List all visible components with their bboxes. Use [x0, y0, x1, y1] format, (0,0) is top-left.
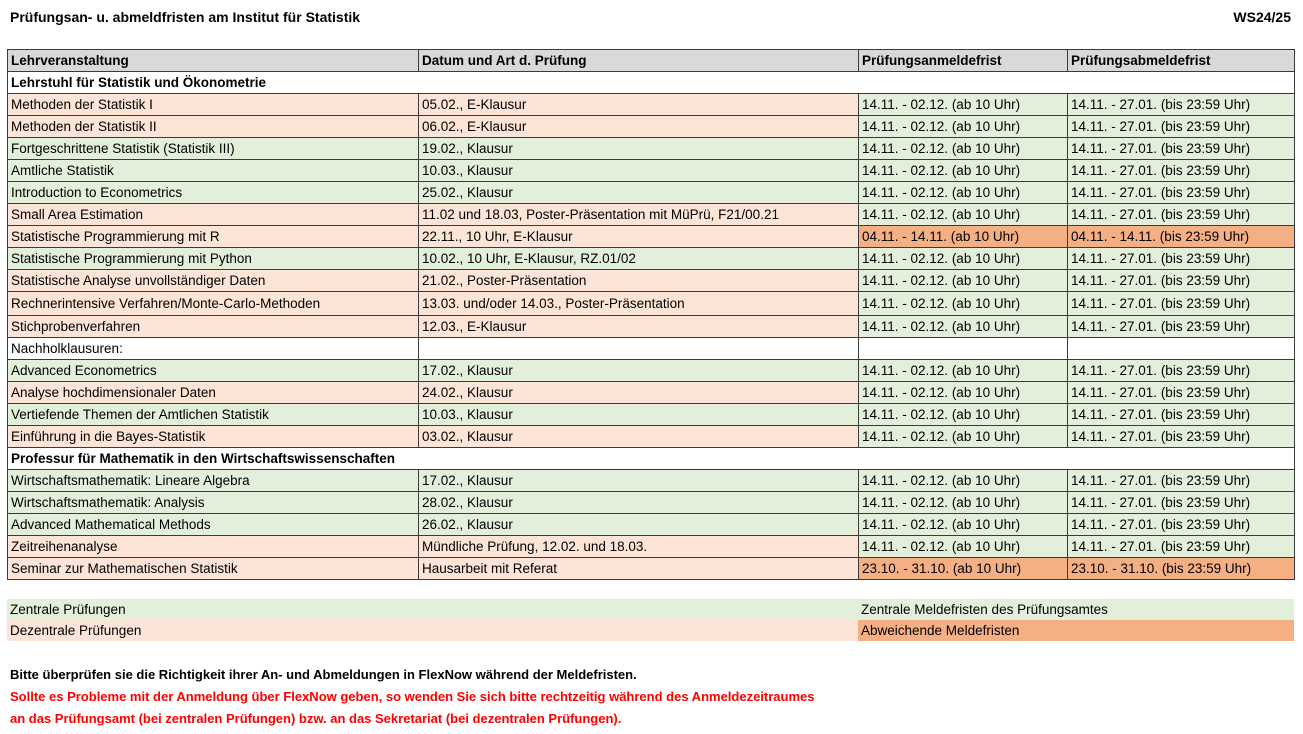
- course-cell: Fortgeschrittene Statistik (Statistik III): [8, 138, 419, 160]
- exam-cell: Hausarbeit mit Referat: [419, 558, 859, 580]
- table-row: [8, 470, 1295, 492]
- registration-cell: 14.11. - 02.12. (ab 10 Uhr): [859, 404, 1068, 426]
- section-title: Lehrstuhl für Statistik und Ökonometrie: [8, 72, 1295, 94]
- table-row: [8, 536, 1295, 558]
- legend-central-deadlines: Zentrale Meldefristen des Prüfungsamtes: [858, 599, 1294, 620]
- registration-cell: 14.11. - 02.12. (ab 10 Uhr): [859, 204, 1068, 226]
- registration-cell: 14.11. - 02.12. (ab 10 Uhr): [859, 292, 1068, 316]
- problem-contact-note-continued: an das Prüfungsamt (bei zentralen Prüfungen) bzw. an das Sekretariat (bei dezentralen Prüfungen).: [10, 711, 622, 726]
- table-row: [8, 292, 1295, 316]
- deregistration-cell: 14.11. - 27.01. (bis 23:59 Uhr): [1068, 514, 1295, 536]
- table-row: [8, 94, 1295, 116]
- course-cell: Statistische Programmierung mit R: [8, 226, 419, 248]
- table-row: [8, 116, 1295, 138]
- course-cell: Wirtschaftsmathematik: Analysis: [8, 492, 419, 514]
- exam-cell: 11.02 und 18.03, Poster-Präsentation mit MüPrü, F21/00.21: [419, 204, 859, 226]
- course-cell: Methoden der Statistik II: [8, 116, 419, 138]
- empty-cell: [1068, 338, 1295, 360]
- column-header-registration: Prüfungsanmeldefrist: [859, 50, 1068, 72]
- deregistration-cell: 14.11. - 27.01. (bis 23:59 Uhr): [1068, 404, 1295, 426]
- exam-cell: 22.11., 10 Uhr, E-Klausur: [419, 226, 859, 248]
- exam-cell: 25.02., Klausur: [419, 182, 859, 204]
- deregistration-cell: 14.11. - 27.01. (bis 23:59 Uhr): [1068, 492, 1295, 514]
- table-row: [8, 360, 1295, 382]
- exam-cell: 10.03., Klausur: [419, 404, 859, 426]
- registration-cell: 14.11. - 02.12. (ab 10 Uhr): [859, 360, 1068, 382]
- empty-cell: [419, 338, 859, 360]
- deregistration-cell: 14.11. - 27.01. (bis 23:59 Uhr): [1068, 292, 1295, 316]
- column-header-deregistration: Prüfungsabmeldefrist: [1068, 50, 1295, 72]
- course-cell: Advanced Mathematical Methods: [8, 514, 419, 536]
- section-heading-row: [8, 448, 1295, 470]
- table-row: [8, 270, 1295, 292]
- registration-cell: 14.11. - 02.12. (ab 10 Uhr): [859, 316, 1068, 338]
- subheading-row: [8, 338, 1295, 360]
- color-legend: [7, 599, 1294, 641]
- registration-cell: 14.11. - 02.12. (ab 10 Uhr): [859, 470, 1068, 492]
- exam-cell: 10.03., Klausur: [419, 160, 859, 182]
- deregistration-cell: 14.11. - 27.01. (bis 23:59 Uhr): [1068, 536, 1295, 558]
- table-row: [8, 514, 1295, 536]
- course-cell: Statistische Programmierung mit Python: [8, 248, 419, 270]
- deregistration-cell: 14.11. - 27.01. (bis 23:59 Uhr): [1068, 426, 1295, 448]
- deregistration-cell: 14.11. - 27.01. (bis 23:59 Uhr): [1068, 138, 1295, 160]
- problem-contact-note: Sollte es Probleme mit der Anmeldung über FlexNow geben, so wenden Sie sich bitte rechtzeitig während des Anmeldezeitraumes: [10, 689, 815, 704]
- exam-cell: 17.02., Klausur: [419, 360, 859, 382]
- registration-cell: 14.11. - 02.12. (ab 10 Uhr): [859, 182, 1068, 204]
- column-header-exam: Datum und Art d. Prüfung: [419, 50, 859, 72]
- table-row: [8, 204, 1295, 226]
- deregistration-cell: 14.11. - 27.01. (bis 23:59 Uhr): [1068, 182, 1295, 204]
- exam-cell: 19.02., Klausur: [419, 138, 859, 160]
- table-row: [8, 558, 1295, 580]
- legend-spacer: [418, 620, 858, 641]
- flexnow-check-note: Bitte überprüfen sie die Richtigkeit ihrer An- und Abmeldungen in FlexNow während der Meldefristen.: [10, 667, 637, 682]
- table-row: [8, 160, 1295, 182]
- registration-cell: 14.11. - 02.12. (ab 10 Uhr): [859, 160, 1068, 182]
- exam-deadlines-table: [7, 49, 1295, 580]
- deregistration-cell: 14.11. - 27.01. (bis 23:59 Uhr): [1068, 316, 1295, 338]
- exam-cell: 26.02., Klausur: [419, 514, 859, 536]
- exam-cell: 13.03. und/oder 14.03., Poster-Präsentation: [419, 292, 859, 316]
- document-title: Prüfungsan- u. abmeldfristen am Institut für Statistik: [10, 9, 361, 25]
- legend-central-exams: Zentrale Prüfungen: [7, 599, 418, 620]
- section-heading-row: [8, 72, 1295, 94]
- course-cell: Analyse hochdimensionaler Daten: [8, 382, 419, 404]
- subheading-cell: Nachholklausuren:: [8, 338, 419, 360]
- deregistration-cell: 14.11. - 27.01. (bis 23:59 Uhr): [1068, 270, 1295, 292]
- registration-cell: 14.11. - 02.12. (ab 10 Uhr): [859, 514, 1068, 536]
- exam-cell: 10.02., 10 Uhr, E-Klausur, RZ.01/02: [419, 248, 859, 270]
- legend-decentral-exams: Dezentrale Prüfungen: [7, 620, 418, 641]
- legend-spacer: [418, 599, 858, 620]
- deregistration-cell: 14.11. - 27.01. (bis 23:59 Uhr): [1068, 160, 1295, 182]
- legend-row: [7, 599, 1294, 620]
- deregistration-cell: 14.11. - 27.01. (bis 23:59 Uhr): [1068, 116, 1295, 138]
- empty-cell: [859, 338, 1068, 360]
- table-row: [8, 138, 1295, 160]
- exam-cell: Mündliche Prüfung, 12.02. und 18.03.: [419, 536, 859, 558]
- semester-label: WS24/25: [1233, 9, 1291, 25]
- table-row: [8, 382, 1295, 404]
- deregistration-cell: 14.11. - 27.01. (bis 23:59 Uhr): [1068, 248, 1295, 270]
- table-row: [8, 248, 1295, 270]
- course-cell: Methoden der Statistik I: [8, 94, 419, 116]
- exam-cell: 17.02., Klausur: [419, 470, 859, 492]
- course-cell: Introduction to Econometrics: [8, 182, 419, 204]
- section-title: Professur für Mathematik in den Wirtschaftswissenschaften: [8, 448, 1295, 470]
- deregistration-cell: 14.11. - 27.01. (bis 23:59 Uhr): [1068, 204, 1295, 226]
- table-row: [8, 492, 1295, 514]
- table-row: [8, 182, 1295, 204]
- table-row: [8, 226, 1295, 248]
- registration-cell: 23.10. - 31.10. (ab 10 Uhr): [859, 558, 1068, 580]
- registration-cell: 14.11. - 02.12. (ab 10 Uhr): [859, 116, 1068, 138]
- deregistration-cell: 14.11. - 27.01. (bis 23:59 Uhr): [1068, 94, 1295, 116]
- course-cell: Einführung in die Bayes-Statistik: [8, 426, 419, 448]
- course-cell: Vertiefende Themen der Amtlichen Statistik: [8, 404, 419, 426]
- deregistration-cell: 14.11. - 27.01. (bis 23:59 Uhr): [1068, 360, 1295, 382]
- registration-cell: 14.11. - 02.12. (ab 10 Uhr): [859, 492, 1068, 514]
- table-row: [8, 316, 1295, 338]
- course-cell: Small Area Estimation: [8, 204, 419, 226]
- course-cell: Statistische Analyse unvollständiger Daten: [8, 270, 419, 292]
- course-cell: Wirtschaftsmathematik: Lineare Algebra: [8, 470, 419, 492]
- course-cell: Zeitreihenanalyse: [8, 536, 419, 558]
- course-cell: Stichprobenverfahren: [8, 316, 419, 338]
- deregistration-cell: 14.11. - 27.01. (bis 23:59 Uhr): [1068, 470, 1295, 492]
- course-cell: Amtliche Statistik: [8, 160, 419, 182]
- exam-cell: 06.02., E-Klausur: [419, 116, 859, 138]
- exam-cell: 24.02., Klausur: [419, 382, 859, 404]
- table-header-row: [8, 50, 1295, 72]
- deregistration-cell: 04.11. - 14.11. (bis 23:59 Uhr): [1068, 226, 1295, 248]
- registration-cell: 14.11. - 02.12. (ab 10 Uhr): [859, 382, 1068, 404]
- deregistration-cell: 14.11. - 27.01. (bis 23:59 Uhr): [1068, 382, 1295, 404]
- course-cell: Rechnerintensive Verfahren/Monte-Carlo-Methoden: [8, 292, 419, 316]
- exam-cell: 12.03., E-Klausur: [419, 316, 859, 338]
- registration-cell: 14.11. - 02.12. (ab 10 Uhr): [859, 270, 1068, 292]
- course-cell: Seminar zur Mathematischen Statistik: [8, 558, 419, 580]
- registration-cell: 14.11. - 02.12. (ab 10 Uhr): [859, 138, 1068, 160]
- exam-cell: 28.02., Klausur: [419, 492, 859, 514]
- registration-cell: 14.11. - 02.12. (ab 10 Uhr): [859, 248, 1068, 270]
- exam-cell: 05.02., E-Klausur: [419, 94, 859, 116]
- table-row: [8, 426, 1295, 448]
- column-header-course: Lehrveranstaltung: [8, 50, 419, 72]
- course-cell: Advanced Econometrics: [8, 360, 419, 382]
- deregistration-cell: 23.10. - 31.10. (bis 23:59 Uhr): [1068, 558, 1295, 580]
- table-row: [8, 404, 1295, 426]
- legend-row: [7, 620, 1294, 641]
- registration-cell: 14.11. - 02.12. (ab 10 Uhr): [859, 426, 1068, 448]
- registration-cell: 14.11. - 02.12. (ab 10 Uhr): [859, 94, 1068, 116]
- legend-deviating-deadlines: Abweichende Meldefristen: [858, 620, 1294, 641]
- registration-cell: 14.11. - 02.12. (ab 10 Uhr): [859, 536, 1068, 558]
- exam-cell: 03.02., Klausur: [419, 426, 859, 448]
- exam-cell: 21.02., Poster-Präsentation: [419, 270, 859, 292]
- registration-cell: 04.11. - 14.11. (ab 10 Uhr): [859, 226, 1068, 248]
